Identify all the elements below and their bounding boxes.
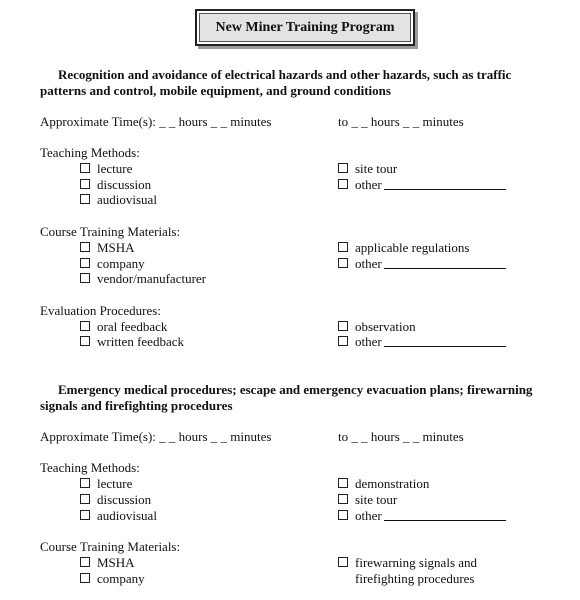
- checkbox-icon[interactable]: [80, 179, 90, 189]
- section2-materials-msha[interactable]: MSHA: [80, 555, 135, 571]
- checkbox-icon[interactable]: [338, 478, 348, 488]
- checkbox-icon[interactable]: [80, 321, 90, 331]
- section2-materials-label: Course Training Materials:: [40, 539, 181, 554]
- section1-materials-label: Course Training Materials:: [40, 224, 181, 239]
- section1-materials-regulations[interactable]: applicable regulations: [338, 240, 469, 256]
- section1-materials-company[interactable]: company: [80, 256, 145, 272]
- checkbox-icon[interactable]: [80, 557, 90, 567]
- section2-teaching-demonstration[interactable]: demonstration: [338, 476, 429, 492]
- checkbox-icon[interactable]: [338, 557, 348, 567]
- section1-evaluation-observation[interactable]: observation: [338, 319, 416, 335]
- checkbox-icon[interactable]: [80, 163, 90, 173]
- section2-materials-company[interactable]: company: [80, 571, 145, 587]
- section1-time-to: to _ _ hours _ _ minutes: [338, 114, 464, 129]
- section1-heading-line2: patterns and control, mobile equipment, and ground conditions: [40, 83, 391, 98]
- other-fill-line[interactable]: [384, 177, 506, 190]
- checkbox-icon[interactable]: [80, 336, 90, 346]
- checkbox-icon[interactable]: [80, 494, 90, 504]
- section1-evaluation-label: Evaluation Procedures:: [40, 303, 161, 318]
- checkbox-icon[interactable]: [338, 321, 348, 331]
- checkbox-icon[interactable]: [338, 336, 348, 346]
- section1-teaching-other[interactable]: other: [338, 177, 506, 193]
- section1-materials-vendor[interactable]: vendor/manufacturer: [80, 271, 206, 287]
- other-fill-line[interactable]: [384, 256, 506, 269]
- section2-heading-line2: signals and firefighting procedures: [40, 398, 233, 413]
- section2-teaching-label: Teaching Methods:: [40, 460, 140, 475]
- other-fill-line[interactable]: [384, 334, 506, 347]
- section1-teaching-label: Teaching Methods:: [40, 145, 140, 160]
- section1-heading-line1: Recognition and avoidance of electrical hazards and other hazards, such as traffic: [58, 67, 512, 82]
- section1-materials-msha[interactable]: MSHA: [80, 240, 135, 256]
- section2-materials-firewarning-line2: firefighting procedures: [355, 571, 475, 586]
- section2-time-to: to _ _ hours _ _ minutes: [338, 429, 464, 444]
- checkbox-icon[interactable]: [80, 510, 90, 520]
- section2-materials-firewarning[interactable]: firewarning signals and: [338, 555, 477, 571]
- checkbox-icon[interactable]: [80, 273, 90, 283]
- section1-teaching-discussion[interactable]: discussion: [80, 177, 151, 193]
- section1-evaluation-written[interactable]: written feedback: [80, 334, 184, 350]
- section2-teaching-site-tour[interactable]: site tour: [338, 492, 397, 508]
- section2-time-label: Approximate Time(s): _ _ hours _ _ minutes: [40, 429, 272, 444]
- checkbox-icon[interactable]: [80, 194, 90, 204]
- checkbox-icon[interactable]: [80, 242, 90, 252]
- page-title: New Miner Training Program: [199, 13, 411, 42]
- section1-materials-other[interactable]: other: [338, 256, 506, 272]
- checkbox-icon[interactable]: [338, 510, 348, 520]
- checkbox-icon[interactable]: [80, 478, 90, 488]
- checkbox-icon[interactable]: [338, 258, 348, 268]
- title-box: [195, 9, 415, 46]
- section1-evaluation-oral[interactable]: oral feedback: [80, 319, 167, 335]
- section1-teaching-audiovisual[interactable]: audiovisual: [80, 192, 157, 208]
- checkbox-icon[interactable]: [338, 179, 348, 189]
- checkbox-icon[interactable]: [80, 258, 90, 268]
- section1-teaching-site-tour[interactable]: site tour: [338, 161, 397, 177]
- section1-evaluation-other[interactable]: other: [338, 334, 506, 350]
- section1-time-label: Approximate Time(s): _ _ hours _ _ minutes: [40, 114, 272, 129]
- other-fill-line[interactable]: [384, 508, 506, 521]
- section1-teaching-lecture[interactable]: lecture: [80, 161, 132, 177]
- section2-teaching-discussion[interactable]: discussion: [80, 492, 151, 508]
- section2-teaching-lecture[interactable]: lecture: [80, 476, 132, 492]
- checkbox-icon[interactable]: [338, 163, 348, 173]
- section2-teaching-other[interactable]: other: [338, 508, 506, 524]
- checkbox-icon[interactable]: [80, 573, 90, 583]
- checkbox-icon[interactable]: [338, 242, 348, 252]
- checkbox-icon[interactable]: [338, 494, 348, 504]
- section2-heading-line1: Emergency medical procedures; escape and emergency evacuation plans; firewarning: [58, 382, 533, 397]
- section2-teaching-audiovisual[interactable]: audiovisual: [80, 508, 157, 524]
